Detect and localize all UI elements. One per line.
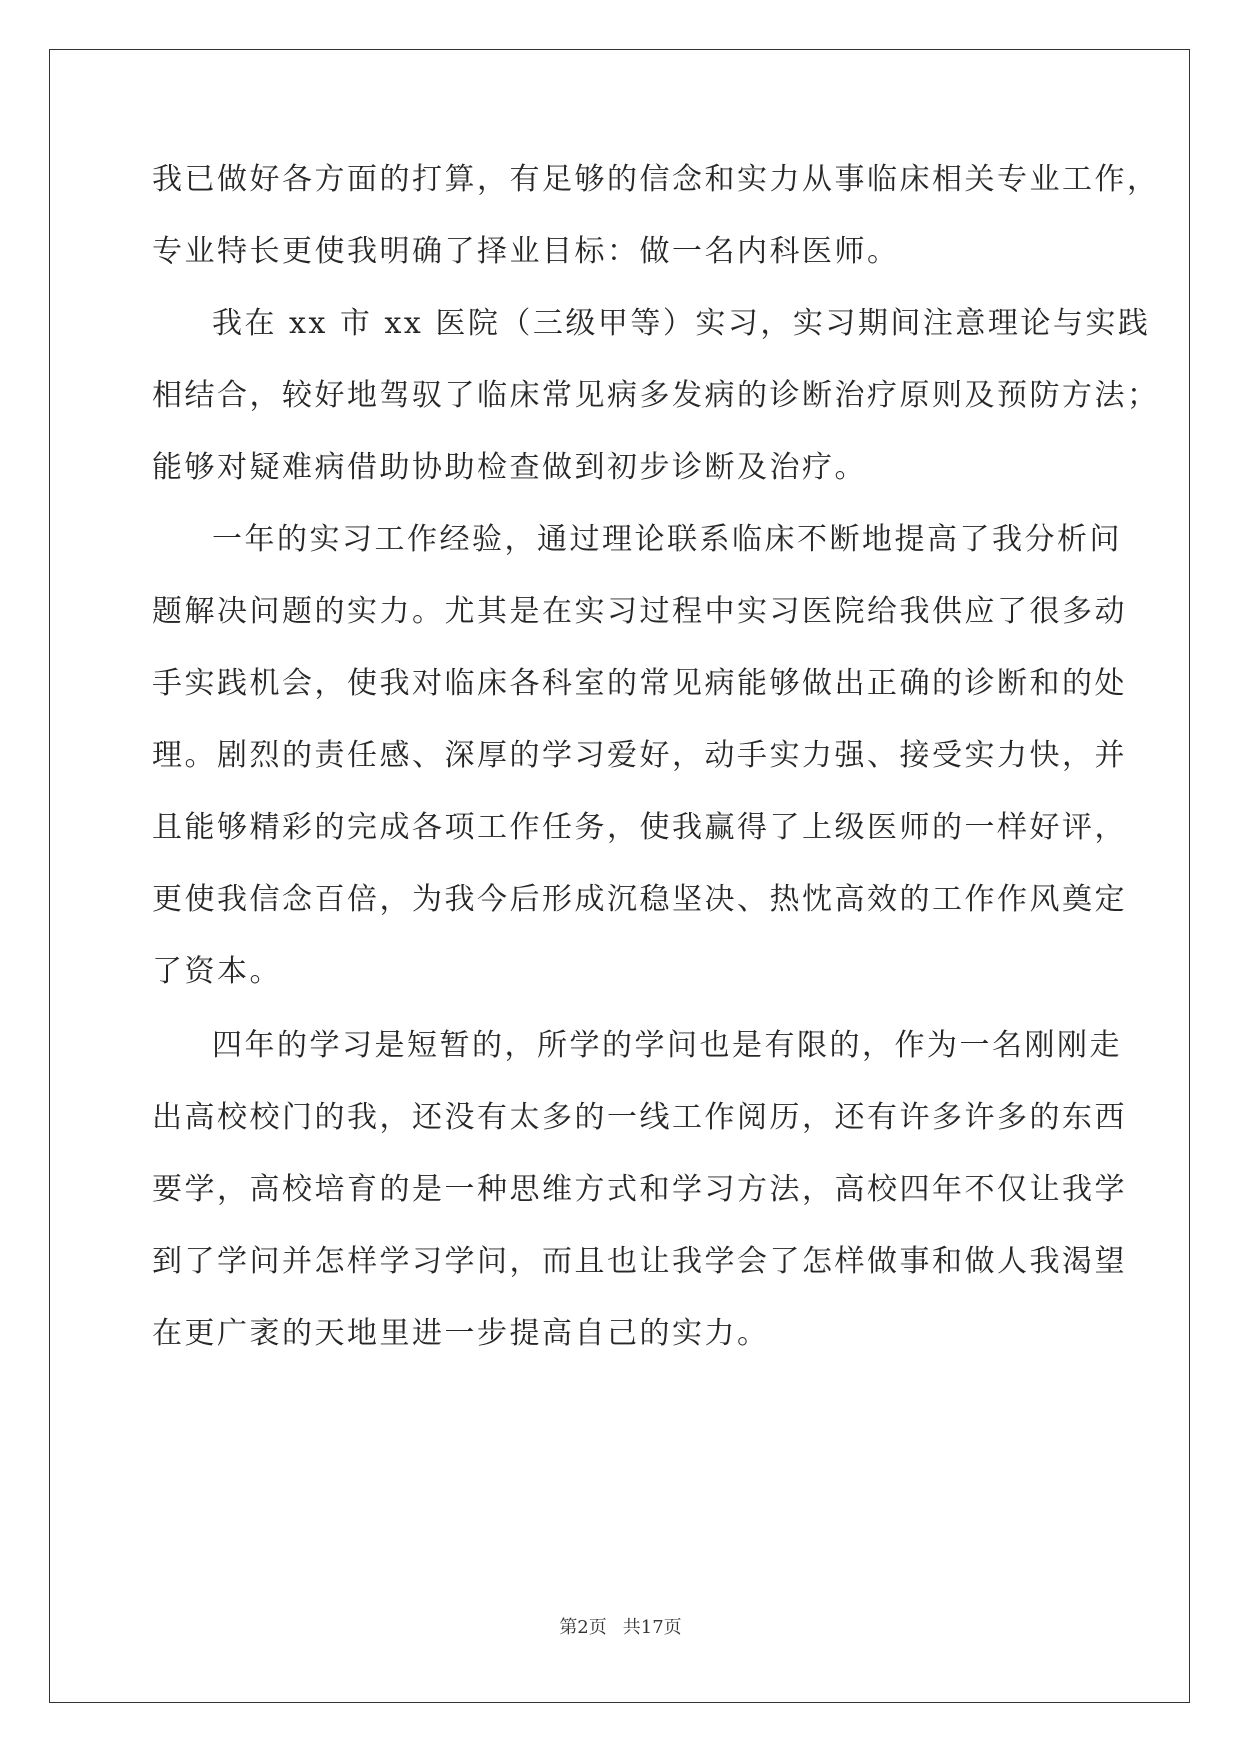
page-footer <box>0 1613 1241 1639</box>
text-line: 手实践机会，使我对临床各科室的常见病能够做出正确的诊断和的处 <box>152 666 1127 701</box>
text-line: 相结合，较好地驾驭了临床常见病多发病的诊断治疗原则及预防方法； <box>152 378 1160 413</box>
page-total: 共17页 <box>622 1617 682 1638</box>
text-line: 要学，高校培育的是一种思维方式和学习方法，高校四年不仅让我学 <box>152 1172 1127 1207</box>
text-line: 在更广袤的天地里进一步提高自己的实力。 <box>152 1316 770 1351</box>
text-line: 且能够精彩的完成各项工作任务，使我赢得了上级医师的一样好评， <box>152 810 1127 845</box>
paragraph-start-line: 四年的学习是短暂的，所学的学问也是有限的，作为一名刚刚走 <box>212 1028 1122 1063</box>
text-line: 出高校校门的我，还没有太多的一线工作阅历，还有许多许多的东西 <box>152 1100 1127 1135</box>
text-line: 能够对疑难病借助协助检查做到初步诊断及治疗。 <box>152 450 867 485</box>
text-line: 理。剧烈的责任感、深厚的学习爱好，动手实力强、接受实力快，并 <box>152 738 1127 773</box>
page-number: 第2页 <box>559 1617 607 1638</box>
text-line: 专业特长更使我明确了择业目标：做一名内科医师。 <box>152 234 900 269</box>
text-line: 我已做好各方面的打算，有足够的信念和实力从事临床相关专业工作， <box>152 162 1160 197</box>
paragraph-start-line: 我在 xx 市 xx 医院（三级甲等）实习，实习期间注意理论与实践 <box>212 306 1151 341</box>
text-line: 到了学问并怎样学习学问，而且也让我学会了怎样做事和做人我渴望 <box>152 1244 1127 1279</box>
text-line: 更使我信念百倍，为我今后形成沉稳坚决、热忱高效的工作作风奠定 <box>152 882 1127 917</box>
text-line: 题解决问题的实力。尤其是在实习过程中实习医院给我供应了很多动 <box>152 594 1127 629</box>
page-border <box>49 49 1190 1703</box>
paragraph-start-line: 一年的实习工作经验，通过理论联系临床不断地提高了我分析问 <box>212 522 1122 557</box>
text-line: 了资本。 <box>152 954 282 989</box>
